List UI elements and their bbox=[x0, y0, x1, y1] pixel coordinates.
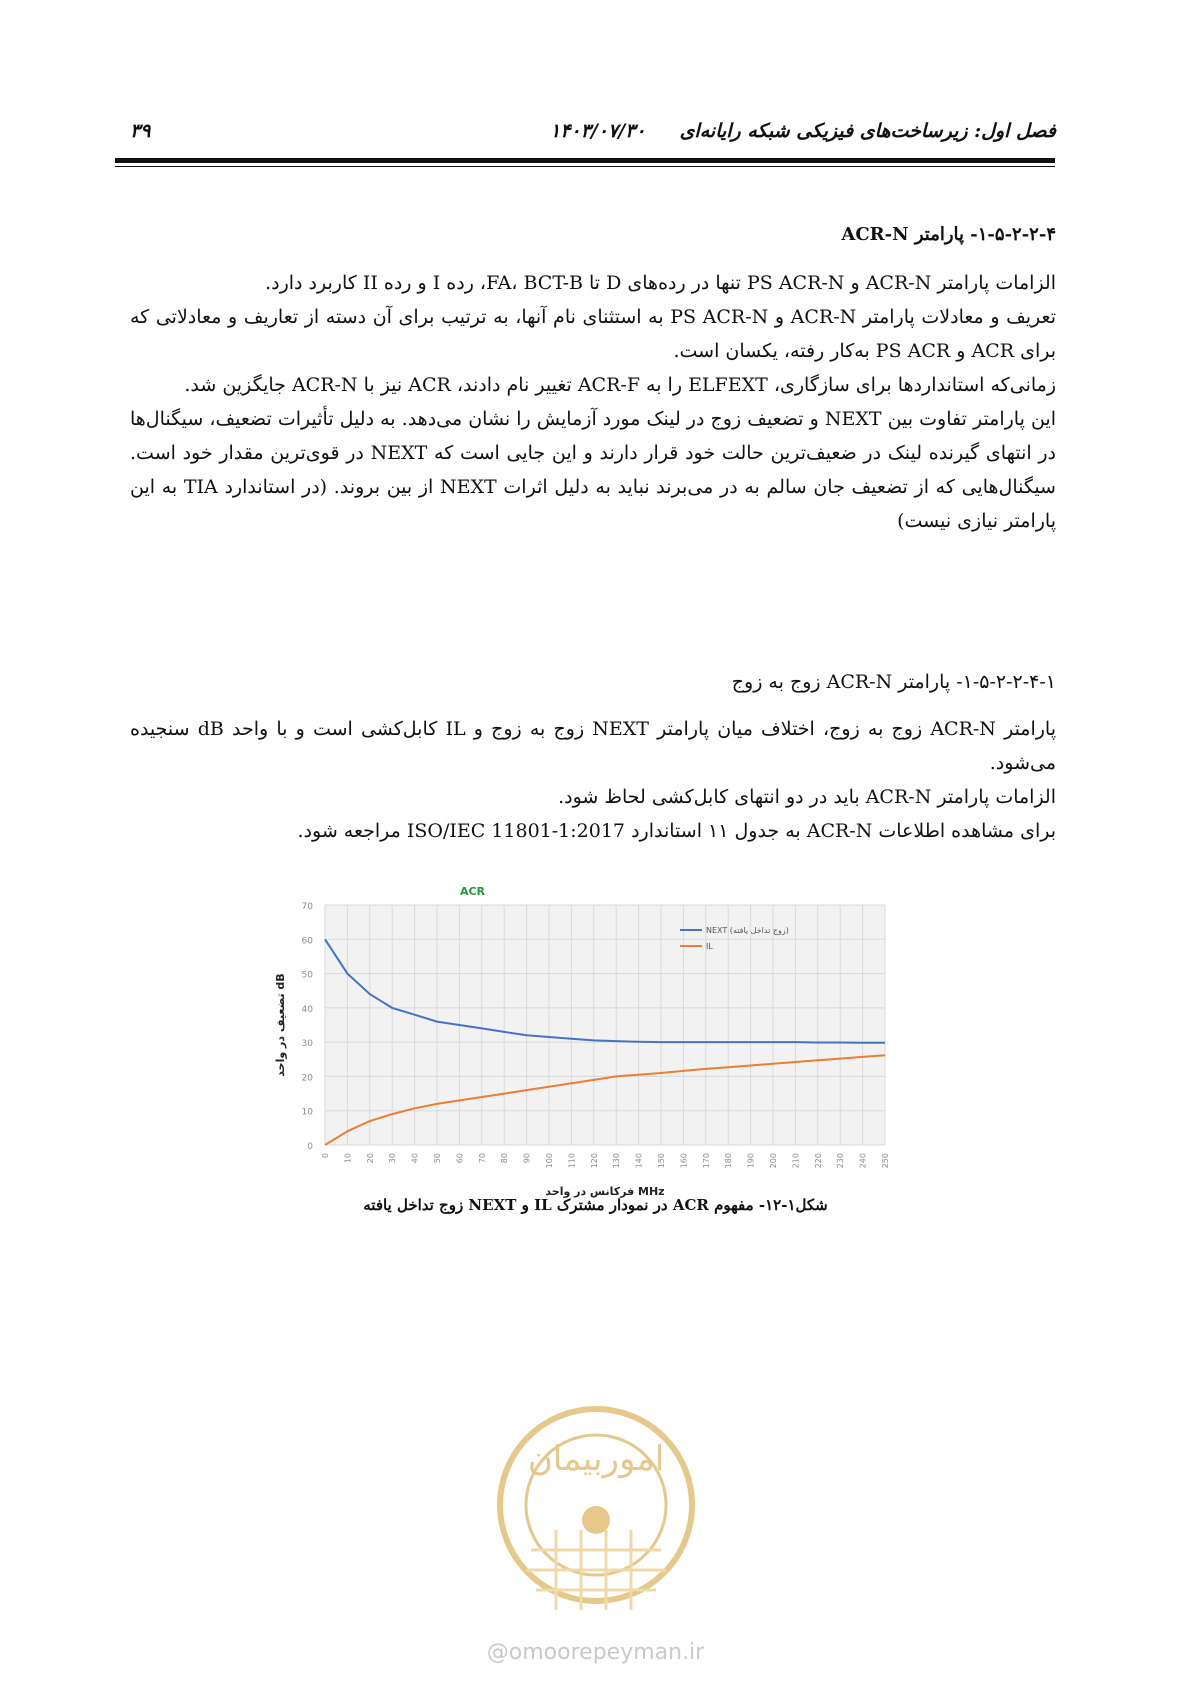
x-tick-label: 10 bbox=[343, 1153, 353, 1164]
x-tick-label: 60 bbox=[455, 1153, 465, 1164]
x-tick-label: 150 bbox=[657, 1153, 666, 1169]
paragraph: این پارامتر تفاوت بین NEXT و تضعیف زوج در لینک مورد آزمایش را نشان می‌دهد. به دلیل تأثیرات تضعیف، سیگنال‌ها در انتهای گیرنده لینک در ضعیف‌ترین حالت خود قرار دارند و این جایی است که NEXT در قوی‌ترین مقدار خود است. سیگنال‌هایی که از تضعیف جان سالم به در می‌برند نباید به دلیل اثرات NEXT از بین بروند. (در استاندارد TIA به این پارامتر نیازی نیست) bbox=[130, 408, 1056, 532]
x-tick-label: 240 bbox=[858, 1153, 868, 1169]
x-tick-label: 100 bbox=[545, 1153, 554, 1169]
header-rule-thin bbox=[115, 166, 1055, 167]
paragraph: تعریف و معادلات پارامتر ACR-N و PS ACR-N به استثنای نام آنها، به ترتیب برای آن دسته از تعاریف و معادلاتی که برای ACR و PS ACR به‌کار رفته، یکسان است. bbox=[130, 306, 1056, 362]
x-tick-label: 20 bbox=[365, 1153, 375, 1164]
paragraph-group-1 bbox=[130, 266, 1056, 538]
paragraph: زمانی‌که استانداردها برای سازگاری، ELFEXT را به ACR-F تغییر نام دادند، ACR نیز با ACR-N جایگزین شد. bbox=[184, 374, 1056, 396]
y-tick-label: 70 bbox=[301, 902, 313, 912]
x-tick-label: 30 bbox=[388, 1153, 398, 1164]
watermark-url: @omoorepeyman.ir bbox=[486, 1640, 705, 1665]
legend-label: NEXT (زوج تداخل یافته) bbox=[706, 926, 789, 935]
x-tick-label: 70 bbox=[477, 1153, 487, 1164]
y-tick-label: 40 bbox=[301, 1004, 313, 1015]
header-rule-thick bbox=[115, 158, 1055, 163]
y-tick-label: 30 bbox=[301, 1039, 313, 1050]
x-tick-label: 80 bbox=[500, 1153, 510, 1164]
y-tick-label: 10 bbox=[301, 1107, 313, 1118]
y-axis-label: تضعیف در واحد dB bbox=[274, 973, 287, 1077]
x-tick-label: 40 bbox=[410, 1153, 420, 1164]
paragraph: الزامات پارامتر ACR-N باید در دو انتهای کابل‌کشی لحاظ شود. bbox=[558, 786, 1056, 808]
y-tick-label: 20 bbox=[301, 1073, 313, 1084]
x-tick-label: 160 bbox=[679, 1153, 689, 1169]
x-tick-label: 110 bbox=[567, 1153, 577, 1169]
legend-label: IL bbox=[706, 942, 713, 951]
header-date: ۱۴۰۳/۰۷/۳۰ bbox=[550, 120, 646, 142]
x-tick-label: 180 bbox=[724, 1153, 734, 1169]
x-tick-label: 170 bbox=[701, 1153, 711, 1169]
paragraph: الزامات پارامتر ACR-N و PS ACR-N تنها در رده‌های D تا FA، BCT-B، رده I و رده II کاربرد دارد. bbox=[265, 272, 1056, 294]
acr-chart bbox=[270, 885, 910, 1198]
x-axis-label: فرکانس در واحد MHz bbox=[545, 1185, 665, 1198]
y-tick-label: 0 bbox=[307, 1142, 313, 1152]
watermark-text: اموربیمان bbox=[527, 1439, 665, 1479]
x-tick-label: 130 bbox=[612, 1153, 622, 1169]
acr-annotation-label: ACR bbox=[459, 885, 485, 898]
x-tick-label: 230 bbox=[836, 1153, 846, 1169]
x-tick-label: 220 bbox=[813, 1153, 823, 1169]
paragraph-group-2 bbox=[130, 712, 1056, 848]
x-tick-label: 140 bbox=[634, 1153, 644, 1169]
chapter-title: فصل اول: زیرساخت‌های فیزیکی شبکه رایانه‌ای bbox=[679, 120, 1056, 142]
figure-caption: شکل۱-۱۲- مفهوم ACR در نمودار مشترک IL و NEXT زوج تداخل یافته bbox=[363, 1196, 828, 1214]
x-tick-label: 190 bbox=[746, 1153, 756, 1169]
y-tick-label: 50 bbox=[301, 970, 313, 981]
paragraph: پارامتر ACR-N زوج به زوج، اختلاف میان پارامتر NEXT زوج به زوج و IL کابل‌کشی است و با واحد dB سنجیده می‌شود. bbox=[130, 718, 1057, 774]
watermark-seal-icon bbox=[486, 1400, 706, 1630]
paragraph: برای مشاهده اطلاعات ACR-N به جدول ۱۱ استاندارد ISO/IEC 11801-1:2017 مراجعه شود. bbox=[297, 820, 1056, 842]
x-tick-label: 90 bbox=[522, 1153, 532, 1164]
x-tick-label: 0 bbox=[321, 1153, 330, 1159]
page-number: ۳۹ bbox=[130, 120, 151, 142]
x-tick-label: 210 bbox=[791, 1153, 801, 1169]
x-tick-label: 120 bbox=[589, 1153, 599, 1169]
x-tick-label: 250 bbox=[881, 1153, 890, 1169]
section-heading: ۱-۵-۲-۲-۴- پارامتر ACR-N bbox=[841, 224, 1056, 245]
x-tick-label: 50 bbox=[433, 1153, 442, 1164]
y-tick-label: 60 bbox=[301, 936, 313, 947]
sub-heading: ۱-۵-۲-۲-۴-۱- پارامتر ACR-N زوج به زوج bbox=[731, 671, 1056, 693]
x-tick-label: 200 bbox=[769, 1153, 778, 1169]
